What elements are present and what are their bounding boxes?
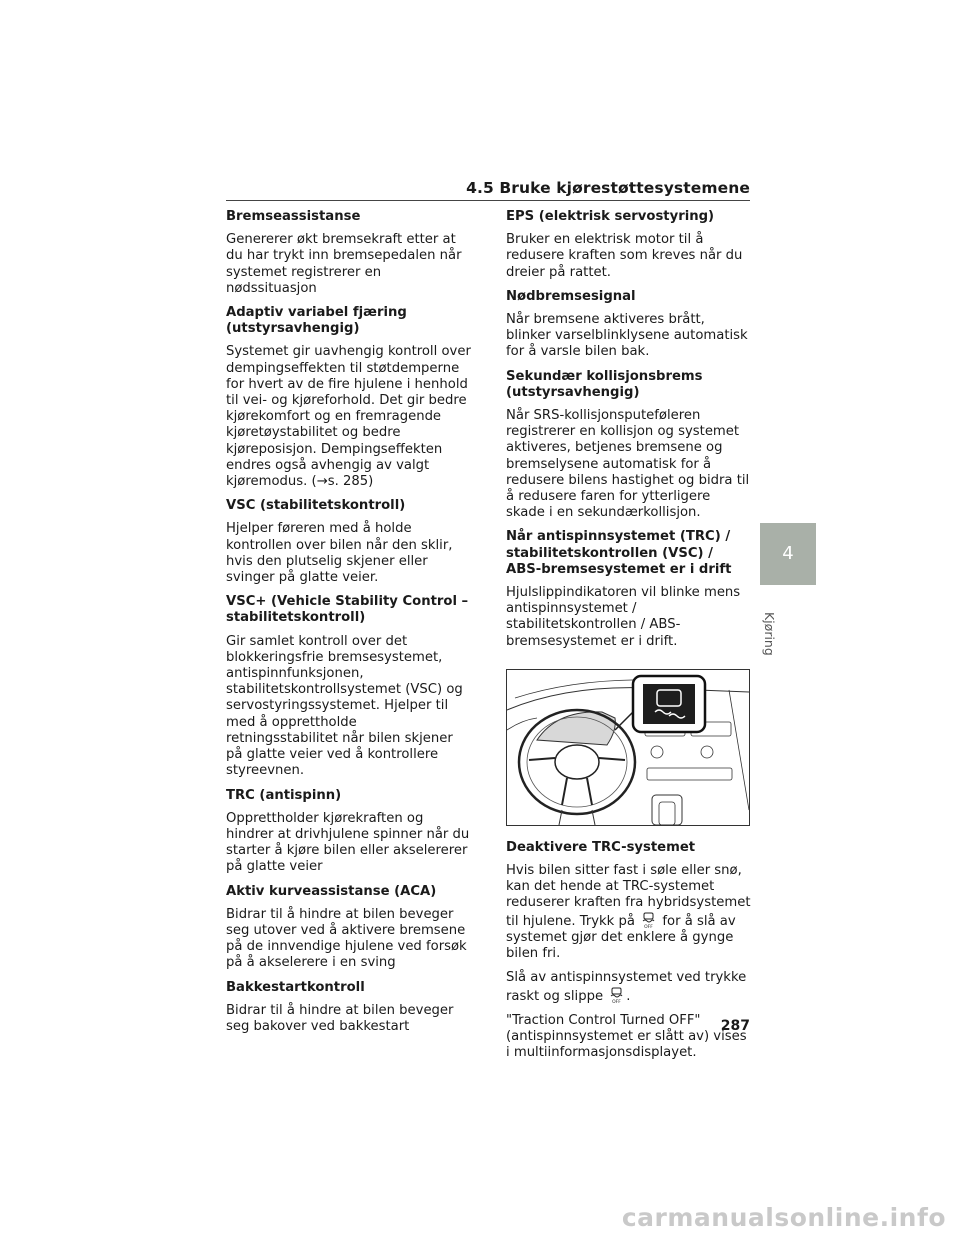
trc-off-icon xyxy=(609,987,624,1004)
chapter-label xyxy=(760,590,816,656)
text-secondary-collision-brake: Når SRS-kollisjonsputeføleren registrerer en kollisjon og systemet aktiveres, betjenes bremsene og bremselysene automatisk for å redusere bilens hastighet og bidra til å redusere faren for ytterligere skade i en sekundærkollisjon. xyxy=(506,408,750,521)
left-column xyxy=(226,209,471,1043)
heading-emergency-brake-signal: Nødbremsesignal xyxy=(506,288,636,304)
heading-adaptive-suspension: Adaptiv variabel fjæring (utstyrsavhengig) xyxy=(226,305,407,337)
heading-vsc: VSC (stabilitetskontroll) xyxy=(226,498,406,514)
header-divider xyxy=(226,200,750,201)
text-quick-press xyxy=(506,970,751,1004)
page-number: 287 xyxy=(720,1018,750,1034)
trc-off-icon xyxy=(641,912,656,929)
text-quick-press-part2: . xyxy=(626,988,631,1004)
text-emergency-brake-signal: Når bremsene aktiveres brått, blinker varselblinklysene automatisk for å varsle bilen bak. xyxy=(506,312,748,360)
heading-systems-operating: Når antispinnsystemet (TRC) / stabilitetskontrollen (VSC) / ABS-bremsesystemet er i drift xyxy=(506,529,732,577)
text-adaptive-suspension: Systemet gir uavhengig kontroll over dempingseffekten til støtdemperne for hvert av de fire hjulene i henhold til vei- og kjøreforhold. Det gir bedre kjørekomfort og en fremragende kjøretøystabilitet og bedre kjøreposisjon. Dempingseffekten endres også avhengig av valgt kjøremodus. (→s. 285) xyxy=(226,344,471,490)
watermark: carmanualsonline.info xyxy=(621,1203,946,1232)
text-quick-press-part1: Slå av antispinnsystemet ved trykke raskt og slippe xyxy=(506,970,747,1004)
text-deactivate-trc-part2: for å slå av systemet gjør det enklere å gynge bilen fri. xyxy=(506,913,736,962)
dashboard-illustration xyxy=(506,669,750,826)
heading-eps: EPS (elektrisk servostyring) xyxy=(506,209,715,224)
text-deactivate-trc-part1: Hvis bilen sitter fast i søle eller snø, kan det hende at TRC-systemet reduserer kraften fra hybridsystemet til hjulene. Trykk på xyxy=(506,863,751,929)
chapter-tab: 4 xyxy=(760,523,816,585)
heading-vsc-plus: VSC+ (Vehicle Stability Control – stabilitetskontroll) xyxy=(226,594,469,626)
dashboard-drawing xyxy=(507,670,749,825)
right-column xyxy=(506,209,751,1069)
text-trc: Opprettholder kjørekraften og hindrer at drivhjulene spinner når du starter å kjøre bilen eller akselererer på glatte veier xyxy=(226,810,470,875)
section-header: 4.5 Bruke kjørestøttesystemene xyxy=(466,179,750,197)
heading-aca: Aktiv kurveassistanse (ACA) xyxy=(226,883,437,899)
heading-deactivate-trc: Deaktivere TRC-systemet xyxy=(506,839,696,855)
heading-secondary-collision-brake: Sekundær kollisjonsbrems (utstyrsavhengig) xyxy=(506,368,703,400)
text-brake-assist: Genererer økt bremsekraft etter at du har trykt inn bremsepedalen når systemet registrerer en nødssituasjon xyxy=(226,232,462,296)
text-vsc-plus: Gir samlet kontroll over det blokkeringsfrie bremsesystemet, antispinnfunksjonen, stabilitetskontrollsystemet (VSC) og servostyringssystemet. Hjelper til med å opprettholde retningsstabilitet når bilen skjener på glatte veier ved å kontrollere styreevnen. xyxy=(226,633,463,779)
trc-off-icon-label: OFF xyxy=(612,999,622,1004)
trc-off-icon-label: OFF xyxy=(644,924,654,929)
text-aca: Bidrar til å hindre at bilen beveger seg utover ved å aktivere bremsene på de innvendige hjulene ved forsøk på å akselerere i en sving xyxy=(226,906,467,971)
chapter-label-text: Kjøring xyxy=(762,612,777,656)
heading-hill-start: Bakkestartkontroll xyxy=(226,979,365,995)
heading-brake-assist: Bremseassistanse xyxy=(226,209,361,224)
heading-trc: TRC (antispinn) xyxy=(226,787,342,803)
text-eps: Bruker en elektrisk motor til å redusere kraften som kreves når du dreier på rattet. xyxy=(506,232,743,280)
text-systems-operating: Hjulslippindikatoren vil blinke mens antispinnsystemet / stabilitetskontrollen / ABS-bremsesystemet er i drift. xyxy=(506,585,741,649)
text-display-message: "Traction Control Turned OFF" (antispinnsystemet er slått av) vises i multiinformasjonsdisplayet. xyxy=(506,1012,747,1061)
text-deactivate-trc xyxy=(506,863,751,962)
text-vsc: Hjelper føreren med å holde kontrollen over bilen når den sklir, hvis den plutselig skjener eller svinger på glatte veier. xyxy=(226,521,453,586)
text-hill-start: Bidrar til å hindre at bilen beveger seg bakover ved bakkestart xyxy=(226,1002,454,1034)
